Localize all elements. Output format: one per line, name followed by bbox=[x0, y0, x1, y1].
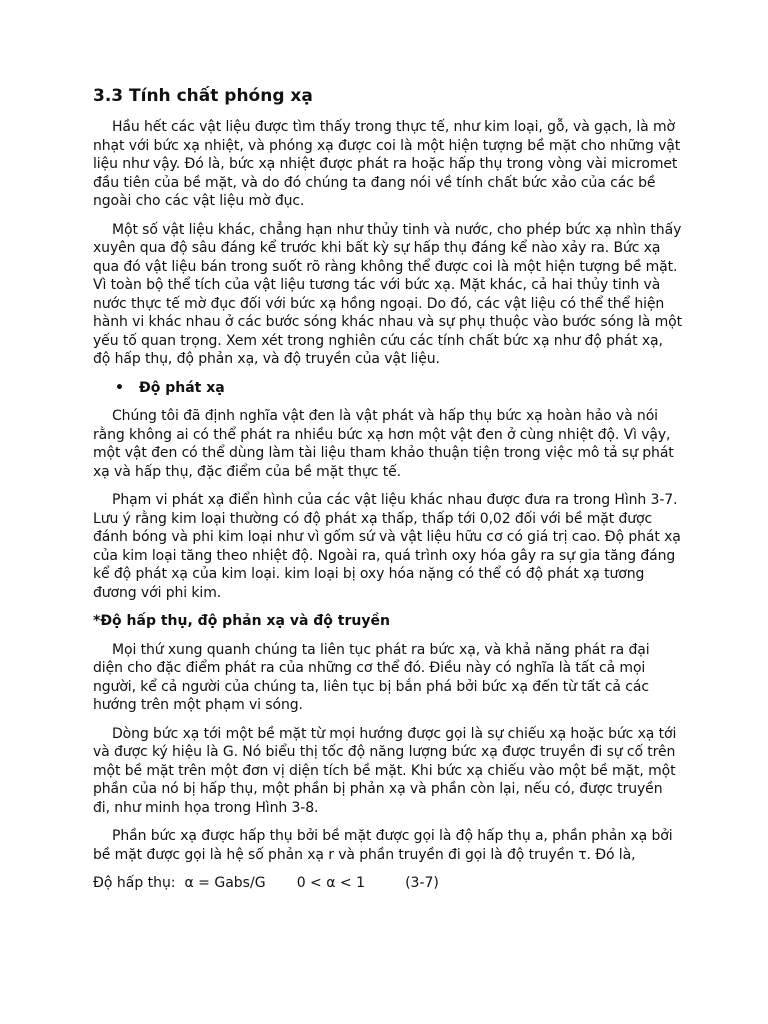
paragraph: Phần bức xạ được hấp thụ bởi bề mặt được gọi là độ hấp thụ a, phần phản xạ bởi bề mặt được gọi là hệ số phản xạ r và phần truyền đi gọi là độ truyền τ. Đó là, bbox=[93, 828, 673, 863]
bullet-label: Độ phát xạ bbox=[139, 379, 225, 396]
equation-number: (3-7) bbox=[405, 875, 439, 891]
document-page bbox=[93, 84, 683, 893]
bullet-marker: • bbox=[115, 379, 124, 396]
equation-3-7 bbox=[93, 874, 683, 893]
equation-label: Độ hấp thụ: α = Gabs/G bbox=[93, 875, 266, 891]
paragraph: Phạm vi phát xạ điển hình của các vật liệu khác nhau được đưa ra trong Hình 3-7. Lưu ý rằng kim loại thường có độ phát xạ thấp, thấp tới 0,02 đối với bề mặt được đánh bóng và phi kim loại như vì gốm sứ và vật liệu hữu cơ có giá trị cao. Độ phát xạ của kim loại tăng theo nhiệt độ. Ngoài ra, quá trình oxy hóa gây ra sự gia tăng đáng kể độ phát xạ của kim loại. kim loại bị oxy hóa nặng có thể có độ phát xạ tương đương với phi kim. bbox=[93, 492, 681, 601]
equation-condition: 0 < α < 1 bbox=[296, 875, 366, 891]
subheading-absorptivity: *Độ hấp thụ, độ phản xạ và độ truyền bbox=[93, 613, 390, 629]
bullet-emissivity bbox=[93, 379, 683, 398]
paragraph: Một số vật liệu khác, chẳng hạn như thủy tinh và nước, cho phép bức xạ nhìn thấy xuyên qua độ sâu đáng kể trước khi bất kỳ sự hấp thụ đáng kể nào xảy ra. Bức xạ qua đó vật liệu bán trong suốt rõ ràng không thể được coi là một hiện tượng bề mặt. Vì toàn bộ thể tích của vật liệu tương tác với bức xạ. Mặt khác, cả hai thủy tinh và nước thực tế mờ đục đối với bức xạ hồng ngoại. Do đó, các vật liệu có thể thể hiện hành vi khác nhau ở các bước sóng khác nhau và sự phụ thuộc vào bước sóng là một yếu tố quan trọng. Xem xét trong nghiên cứu các tính chất bức xạ như độ phát xạ, độ hấp thụ, độ phản xạ, và độ truyền của vật liệu. bbox=[93, 221, 682, 367]
paragraph: Mọi thứ xung quanh chúng ta liên tục phát ra bức xạ, và khả năng phát ra đại diện cho đặc điểm phát ra của những cơ thể đó. Điều này có nghĩa là tất cả mọi người, kể cả người của chúng ta, liên tục bị bắn phá bởi bức xạ đến từ tất cả các hướng trên một phạm vi sóng. bbox=[93, 641, 650, 713]
paragraph: Dòng bức xạ tới một bề mặt từ mọi hướng được gọi là sự chiếu xạ hoặc bức xạ tới và được ký hiệu là G. Nó biểu thị tốc độ năng lượng bức xạ được truyền đi sự cố trên một bề mặt trên một đơn vị diện tích bề mặt. Khi bức xạ chiếu vào một bề mặt, một phần của nó bị hấp thụ, một phần bị phản xạ và phần còn lại, nếu có, được truyền đi, như minh họa trong Hình 3-8. bbox=[93, 725, 677, 816]
paragraph: Chúng tôi đã định nghĩa vật đen là vật phát và hấp thụ bức xạ hoàn hảo và nói rằng không ai có thể phát ra nhiều bức xạ hơn một vật đen ở cùng nhiệt độ. Vì vậy, một vật đen có thể dùng làm tài liệu tham khảo thuận tiện trong việc mô tả sự phát xạ và hấp thụ, đặc điểm của bề mặt thực tế. bbox=[93, 408, 674, 480]
paragraph: Hầu hết các vật liệu được tìm thấy trong thực tế, như kim loại, gỗ, và gạch, là mờ nhạt với bức xạ nhiệt, và phóng xạ được coi là một hiện tượng bề mặt cho những vật liệu như vậy. Đó là, bức xạ nhiệt được phát ra hoặc hấp thụ trong vòng vài micromet đầu tiên của bề mặt, và do đó chúng ta đang nói về tính chất bức xảo của các bề ngoài cho các vật liệu mờ đục. bbox=[93, 119, 681, 209]
section-title: 3.3 Tính chất phóng xạ bbox=[93, 86, 313, 106]
